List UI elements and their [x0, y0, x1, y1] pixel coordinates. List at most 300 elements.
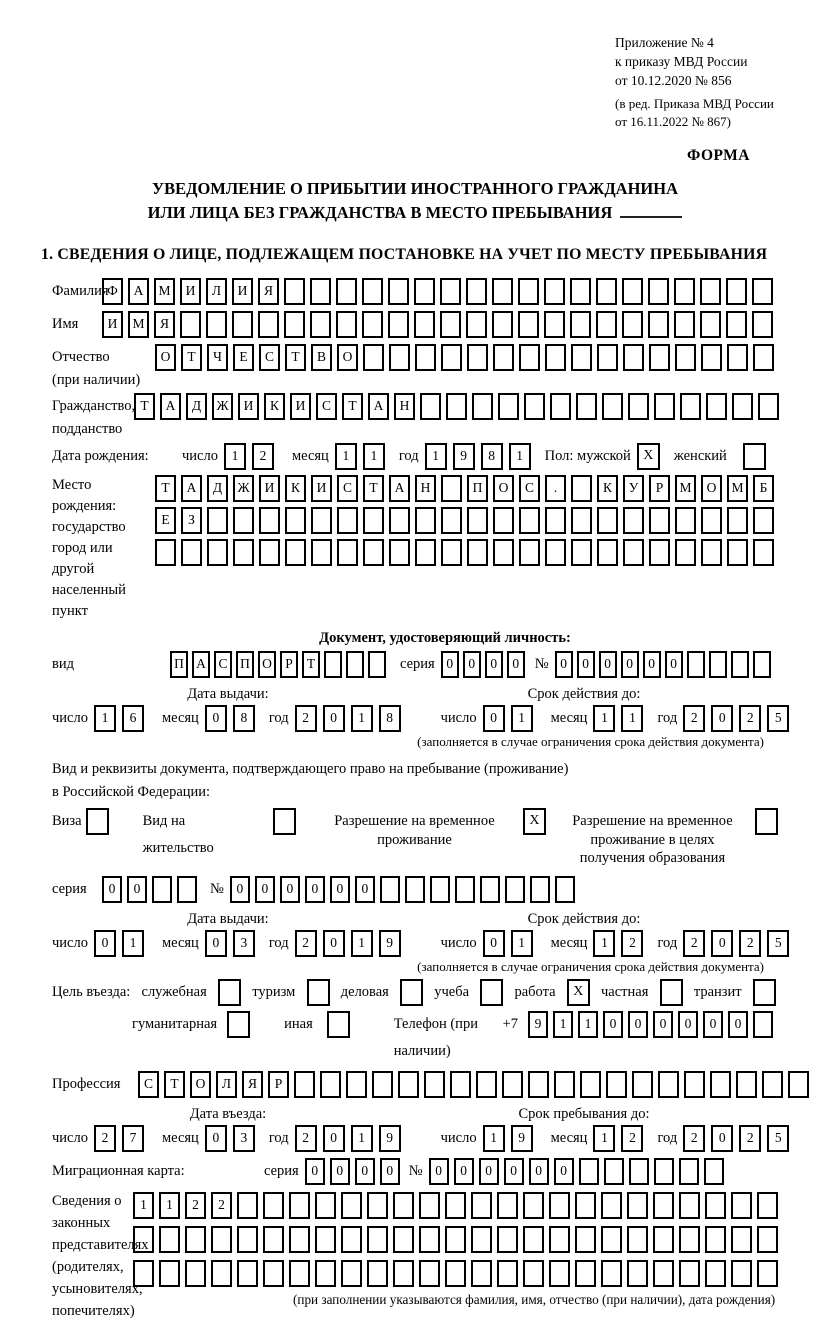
char-cell[interactable]: [233, 507, 254, 534]
char-cell[interactable]: [336, 278, 357, 305]
char-cell[interactable]: [654, 1158, 674, 1185]
char-cell[interactable]: [648, 278, 669, 305]
char-cell[interactable]: [727, 507, 748, 534]
char-cell[interactable]: [467, 539, 488, 566]
char-cell[interactable]: 1: [553, 1011, 573, 1038]
char-cell[interactable]: [497, 1260, 518, 1287]
char-cell[interactable]: [336, 311, 357, 338]
char-cell[interactable]: [393, 1226, 414, 1253]
char-cell[interactable]: [549, 1260, 570, 1287]
char-cell[interactable]: [727, 539, 748, 566]
char-cell[interactable]: [445, 1192, 466, 1219]
char-cell[interactable]: [133, 1260, 154, 1287]
char-cell[interactable]: [519, 344, 540, 371]
char-cell[interactable]: О: [190, 1071, 211, 1098]
char-cell[interactable]: [580, 1071, 601, 1098]
char-cell[interactable]: [467, 344, 488, 371]
char-cell[interactable]: [629, 1158, 649, 1185]
checkbox-purpose-business[interactable]: [400, 979, 423, 1006]
char-cell[interactable]: 8: [481, 443, 503, 470]
char-cell[interactable]: [346, 651, 364, 678]
char-cell[interactable]: [185, 1260, 206, 1287]
char-cell[interactable]: [471, 1260, 492, 1287]
char-cell[interactable]: [207, 539, 228, 566]
char-cell[interactable]: [731, 651, 749, 678]
char-cell[interactable]: И: [102, 311, 123, 338]
char-cell[interactable]: [648, 311, 669, 338]
char-cell[interactable]: 1: [593, 1125, 615, 1152]
char-cell[interactable]: [497, 1226, 518, 1253]
char-cell[interactable]: 0: [305, 876, 325, 903]
char-cell[interactable]: [445, 1226, 466, 1253]
char-cell[interactable]: Я: [242, 1071, 263, 1098]
char-cell[interactable]: О: [155, 344, 176, 371]
char-cell[interactable]: [389, 539, 410, 566]
char-cell[interactable]: [380, 876, 400, 903]
char-cell[interactable]: 0: [711, 930, 733, 957]
char-cell[interactable]: [623, 344, 644, 371]
char-cell[interactable]: 0: [621, 651, 639, 678]
char-cell[interactable]: [528, 1071, 549, 1098]
char-cell[interactable]: 9: [379, 930, 401, 957]
char-cell[interactable]: [180, 311, 201, 338]
char-cell[interactable]: [289, 1226, 310, 1253]
char-cell[interactable]: [622, 278, 643, 305]
char-cell[interactable]: [505, 876, 525, 903]
char-cell[interactable]: [675, 507, 696, 534]
char-cell[interactable]: 2: [739, 705, 761, 732]
char-cell[interactable]: [727, 344, 748, 371]
char-cell[interactable]: Ч: [207, 344, 228, 371]
char-cell[interactable]: [570, 311, 591, 338]
char-cell[interactable]: [518, 278, 539, 305]
char-cell[interactable]: [604, 1158, 624, 1185]
char-cell[interactable]: [649, 507, 670, 534]
char-cell[interactable]: [758, 393, 779, 420]
char-cell[interactable]: 2: [211, 1192, 232, 1219]
char-cell[interactable]: 0: [507, 651, 525, 678]
char-cell[interactable]: 0: [643, 651, 661, 678]
char-cell[interactable]: [623, 507, 644, 534]
char-cell[interactable]: [471, 1192, 492, 1219]
char-cell[interactable]: М: [675, 475, 696, 502]
checkbox-temp-permit[interactable]: X: [523, 808, 546, 835]
checkbox-purpose-other[interactable]: [327, 1011, 350, 1038]
char-cell[interactable]: С: [337, 475, 358, 502]
char-cell[interactable]: [289, 1260, 310, 1287]
char-cell[interactable]: Т: [134, 393, 155, 420]
char-cell[interactable]: [627, 1260, 648, 1287]
char-cell[interactable]: 8: [233, 705, 255, 732]
char-cell[interactable]: [362, 311, 383, 338]
char-cell[interactable]: 0: [504, 1158, 524, 1185]
char-cell[interactable]: И: [180, 278, 201, 305]
char-cell[interactable]: 0: [429, 1158, 449, 1185]
char-cell[interactable]: 0: [454, 1158, 474, 1185]
char-cell[interactable]: Ж: [212, 393, 233, 420]
char-cell[interactable]: [687, 651, 705, 678]
char-cell[interactable]: [415, 507, 436, 534]
checkbox-visa[interactable]: [86, 808, 109, 835]
char-cell[interactable]: [545, 539, 566, 566]
char-cell[interactable]: [263, 1192, 284, 1219]
char-cell[interactable]: [263, 1226, 284, 1253]
char-cell[interactable]: 1: [133, 1192, 154, 1219]
char-cell[interactable]: 2: [683, 930, 705, 957]
char-cell[interactable]: О: [493, 475, 514, 502]
char-cell[interactable]: 0: [323, 1125, 345, 1152]
char-cell[interactable]: [753, 344, 774, 371]
checkbox-purpose-study[interactable]: [480, 979, 503, 1006]
char-cell[interactable]: [575, 1260, 596, 1287]
char-cell[interactable]: М: [154, 278, 175, 305]
char-cell[interactable]: [466, 278, 487, 305]
char-cell[interactable]: [472, 393, 493, 420]
char-cell[interactable]: 0: [479, 1158, 499, 1185]
char-cell[interactable]: 2: [621, 930, 643, 957]
char-cell[interactable]: [575, 1226, 596, 1253]
char-cell[interactable]: [315, 1192, 336, 1219]
char-cell[interactable]: [753, 651, 771, 678]
char-cell[interactable]: И: [259, 475, 280, 502]
char-cell[interactable]: [294, 1071, 315, 1098]
char-cell[interactable]: Т: [342, 393, 363, 420]
char-cell[interactable]: [455, 876, 475, 903]
char-cell[interactable]: [441, 475, 462, 502]
char-cell[interactable]: С: [519, 475, 540, 502]
char-cell[interactable]: 2: [739, 1125, 761, 1152]
char-cell[interactable]: 1: [509, 443, 531, 470]
char-cell[interactable]: [181, 539, 202, 566]
char-cell[interactable]: [259, 507, 280, 534]
char-cell[interactable]: [476, 1071, 497, 1098]
char-cell[interactable]: [705, 1192, 726, 1219]
char-cell[interactable]: С: [138, 1071, 159, 1098]
char-cell[interactable]: [259, 539, 280, 566]
char-cell[interactable]: [706, 393, 727, 420]
char-cell[interactable]: Т: [363, 475, 384, 502]
char-cell[interactable]: [185, 1226, 206, 1253]
char-cell[interactable]: [549, 1226, 570, 1253]
char-cell[interactable]: [363, 344, 384, 371]
char-cell[interactable]: 1: [351, 930, 373, 957]
char-cell[interactable]: 7: [122, 1125, 144, 1152]
char-cell[interactable]: [732, 393, 753, 420]
char-cell[interactable]: [284, 278, 305, 305]
checkbox-purpose-official[interactable]: [218, 979, 241, 1006]
char-cell[interactable]: 0: [94, 930, 116, 957]
char-cell[interactable]: [523, 1226, 544, 1253]
char-cell[interactable]: [152, 876, 172, 903]
char-cell[interactable]: 0: [205, 1125, 227, 1152]
char-cell[interactable]: [519, 539, 540, 566]
char-cell[interactable]: [731, 1226, 752, 1253]
char-cell[interactable]: 0: [330, 1158, 350, 1185]
char-cell[interactable]: [232, 311, 253, 338]
char-cell[interactable]: 2: [683, 705, 705, 732]
char-cell[interactable]: [415, 344, 436, 371]
char-cell[interactable]: [233, 539, 254, 566]
char-cell[interactable]: [337, 507, 358, 534]
char-cell[interactable]: О: [258, 651, 276, 678]
char-cell[interactable]: [627, 1192, 648, 1219]
char-cell[interactable]: 0: [127, 876, 147, 903]
char-cell[interactable]: А: [192, 651, 210, 678]
char-cell[interactable]: [155, 539, 176, 566]
char-cell[interactable]: [471, 1226, 492, 1253]
char-cell[interactable]: [393, 1192, 414, 1219]
char-cell[interactable]: Ж: [233, 475, 254, 502]
char-cell[interactable]: [757, 1260, 778, 1287]
char-cell[interactable]: Я: [154, 311, 175, 338]
char-cell[interactable]: [601, 1260, 622, 1287]
char-cell[interactable]: [310, 278, 331, 305]
char-cell[interactable]: [571, 344, 592, 371]
char-cell[interactable]: [445, 1260, 466, 1287]
char-cell[interactable]: [367, 1260, 388, 1287]
char-cell[interactable]: [545, 507, 566, 534]
char-cell[interactable]: [575, 1192, 596, 1219]
char-cell[interactable]: [133, 1226, 154, 1253]
char-cell[interactable]: [159, 1226, 180, 1253]
char-cell[interactable]: [419, 1226, 440, 1253]
char-cell[interactable]: 0: [230, 876, 250, 903]
char-cell[interactable]: [519, 507, 540, 534]
char-cell[interactable]: [606, 1071, 627, 1098]
char-cell[interactable]: 0: [711, 705, 733, 732]
char-cell[interactable]: [440, 311, 461, 338]
checkbox-purpose-private[interactable]: [660, 979, 683, 1006]
char-cell[interactable]: М: [128, 311, 149, 338]
char-cell[interactable]: [550, 393, 571, 420]
char-cell[interactable]: [285, 539, 306, 566]
char-cell[interactable]: [726, 311, 747, 338]
char-cell[interactable]: [211, 1226, 232, 1253]
checkbox-sex-female[interactable]: [743, 443, 766, 470]
char-cell[interactable]: 2: [295, 1125, 317, 1152]
char-cell[interactable]: [419, 1260, 440, 1287]
char-cell[interactable]: П: [170, 651, 188, 678]
char-cell[interactable]: [258, 311, 279, 338]
char-cell[interactable]: [628, 393, 649, 420]
char-cell[interactable]: [480, 876, 500, 903]
char-cell[interactable]: [753, 1011, 773, 1038]
char-cell[interactable]: 1: [621, 705, 643, 732]
char-cell[interactable]: [658, 1071, 679, 1098]
char-cell[interactable]: А: [368, 393, 389, 420]
char-cell[interactable]: [237, 1260, 258, 1287]
char-cell[interactable]: 1: [483, 1125, 505, 1152]
char-cell[interactable]: [497, 1192, 518, 1219]
char-cell[interactable]: Н: [394, 393, 415, 420]
char-cell[interactable]: 1: [425, 443, 447, 470]
char-cell[interactable]: [419, 1192, 440, 1219]
checkbox-edu-permit[interactable]: [755, 808, 778, 835]
char-cell[interactable]: З: [181, 507, 202, 534]
char-cell[interactable]: 5: [767, 930, 789, 957]
char-cell[interactable]: [159, 1260, 180, 1287]
char-cell[interactable]: [310, 311, 331, 338]
char-cell[interactable]: 0: [483, 930, 505, 957]
char-cell[interactable]: С: [259, 344, 280, 371]
char-cell[interactable]: К: [597, 475, 618, 502]
char-cell[interactable]: [440, 278, 461, 305]
char-cell[interactable]: [414, 278, 435, 305]
char-cell[interactable]: Р: [649, 475, 670, 502]
char-cell[interactable]: 1: [335, 443, 357, 470]
char-cell[interactable]: [466, 311, 487, 338]
char-cell[interactable]: [627, 1226, 648, 1253]
char-cell[interactable]: У: [623, 475, 644, 502]
char-cell[interactable]: [554, 1071, 575, 1098]
char-cell[interactable]: [597, 539, 618, 566]
char-cell[interactable]: 0: [355, 876, 375, 903]
char-cell[interactable]: [788, 1071, 809, 1098]
char-cell[interactable]: 2: [252, 443, 274, 470]
char-cell[interactable]: 2: [739, 930, 761, 957]
char-cell[interactable]: 0: [380, 1158, 400, 1185]
char-cell[interactable]: 1: [511, 705, 533, 732]
checkbox-purpose-transit[interactable]: [753, 979, 776, 1006]
char-cell[interactable]: И: [311, 475, 332, 502]
char-cell[interactable]: 1: [363, 443, 385, 470]
checkbox-purpose-tourism[interactable]: [307, 979, 330, 1006]
char-cell[interactable]: [701, 507, 722, 534]
char-cell[interactable]: [555, 876, 575, 903]
char-cell[interactable]: 1: [122, 930, 144, 957]
char-cell[interactable]: 0: [280, 876, 300, 903]
checkbox-sex-male[interactable]: X: [637, 443, 660, 470]
char-cell[interactable]: Р: [268, 1071, 289, 1098]
char-cell[interactable]: [368, 651, 386, 678]
char-cell[interactable]: [571, 507, 592, 534]
char-cell[interactable]: [684, 1071, 705, 1098]
char-cell[interactable]: [701, 344, 722, 371]
char-cell[interactable]: [524, 393, 545, 420]
char-cell[interactable]: 0: [205, 930, 227, 957]
char-cell[interactable]: [263, 1260, 284, 1287]
char-cell[interactable]: [289, 1192, 310, 1219]
char-cell[interactable]: 0: [441, 651, 459, 678]
char-cell[interactable]: [441, 507, 462, 534]
char-cell[interactable]: [674, 311, 695, 338]
char-cell[interactable]: [679, 1226, 700, 1253]
char-cell[interactable]: [736, 1071, 757, 1098]
char-cell[interactable]: [420, 393, 441, 420]
char-cell[interactable]: 1: [511, 930, 533, 957]
char-cell[interactable]: [324, 651, 342, 678]
char-cell[interactable]: [571, 475, 592, 502]
checkbox-purpose-humanitarian[interactable]: [227, 1011, 250, 1038]
char-cell[interactable]: [362, 278, 383, 305]
char-cell[interactable]: [367, 1192, 388, 1219]
char-cell[interactable]: [237, 1226, 258, 1253]
char-cell[interactable]: [363, 539, 384, 566]
char-cell[interactable]: [414, 311, 435, 338]
char-cell[interactable]: В: [311, 344, 332, 371]
char-cell[interactable]: [570, 278, 591, 305]
char-cell[interactable]: [601, 1192, 622, 1219]
char-cell[interactable]: [757, 1192, 778, 1219]
char-cell[interactable]: [424, 1071, 445, 1098]
char-cell[interactable]: 0: [703, 1011, 723, 1038]
char-cell[interactable]: [680, 393, 701, 420]
char-cell[interactable]: Ф: [102, 278, 123, 305]
char-cell[interactable]: 0: [529, 1158, 549, 1185]
char-cell[interactable]: Т: [164, 1071, 185, 1098]
char-cell[interactable]: 0: [355, 1158, 375, 1185]
char-cell[interactable]: 2: [621, 1125, 643, 1152]
char-cell[interactable]: 0: [485, 651, 503, 678]
char-cell[interactable]: 0: [665, 651, 683, 678]
char-cell[interactable]: [653, 1226, 674, 1253]
checkbox-purpose-work[interactable]: X: [567, 979, 590, 1006]
char-cell[interactable]: [518, 311, 539, 338]
char-cell[interactable]: [622, 311, 643, 338]
char-cell[interactable]: [206, 311, 227, 338]
char-cell[interactable]: А: [181, 475, 202, 502]
char-cell[interactable]: [430, 876, 450, 903]
char-cell[interactable]: 9: [379, 1125, 401, 1152]
char-cell[interactable]: [315, 1260, 336, 1287]
char-cell[interactable]: [700, 278, 721, 305]
char-cell[interactable]: С: [214, 651, 232, 678]
char-cell[interactable]: [492, 278, 513, 305]
char-cell[interactable]: 3: [233, 1125, 255, 1152]
char-cell[interactable]: [679, 1192, 700, 1219]
char-cell[interactable]: [597, 344, 618, 371]
char-cell[interactable]: К: [285, 475, 306, 502]
char-cell[interactable]: 1: [578, 1011, 598, 1038]
char-cell[interactable]: [320, 1071, 341, 1098]
char-cell[interactable]: [705, 1260, 726, 1287]
char-cell[interactable]: [502, 1071, 523, 1098]
char-cell[interactable]: 0: [599, 651, 617, 678]
char-cell[interactable]: [446, 393, 467, 420]
char-cell[interactable]: [363, 507, 384, 534]
char-cell[interactable]: [653, 1192, 674, 1219]
char-cell[interactable]: Б: [753, 475, 774, 502]
char-cell[interactable]: Я: [258, 278, 279, 305]
char-cell[interactable]: [207, 507, 228, 534]
char-cell[interactable]: 1: [593, 930, 615, 957]
char-cell[interactable]: [315, 1226, 336, 1253]
char-cell[interactable]: [388, 278, 409, 305]
char-cell[interactable]: [284, 311, 305, 338]
char-cell[interactable]: [632, 1071, 653, 1098]
char-cell[interactable]: [571, 539, 592, 566]
char-cell[interactable]: Н: [415, 475, 436, 502]
char-cell[interactable]: [523, 1260, 544, 1287]
char-cell[interactable]: [398, 1071, 419, 1098]
char-cell[interactable]: [311, 539, 332, 566]
char-cell[interactable]: 0: [463, 651, 481, 678]
char-cell[interactable]: И: [290, 393, 311, 420]
char-cell[interactable]: Д: [207, 475, 228, 502]
char-cell[interactable]: [726, 278, 747, 305]
char-cell[interactable]: 0: [305, 1158, 325, 1185]
char-cell[interactable]: [341, 1260, 362, 1287]
char-cell[interactable]: [700, 311, 721, 338]
char-cell[interactable]: 3: [233, 930, 255, 957]
char-cell[interactable]: [498, 393, 519, 420]
char-cell[interactable]: 0: [577, 651, 595, 678]
char-cell[interactable]: [523, 1192, 544, 1219]
char-cell[interactable]: Е: [155, 507, 176, 534]
char-cell[interactable]: [211, 1260, 232, 1287]
char-cell[interactable]: 2: [683, 1125, 705, 1152]
char-cell[interactable]: [596, 311, 617, 338]
